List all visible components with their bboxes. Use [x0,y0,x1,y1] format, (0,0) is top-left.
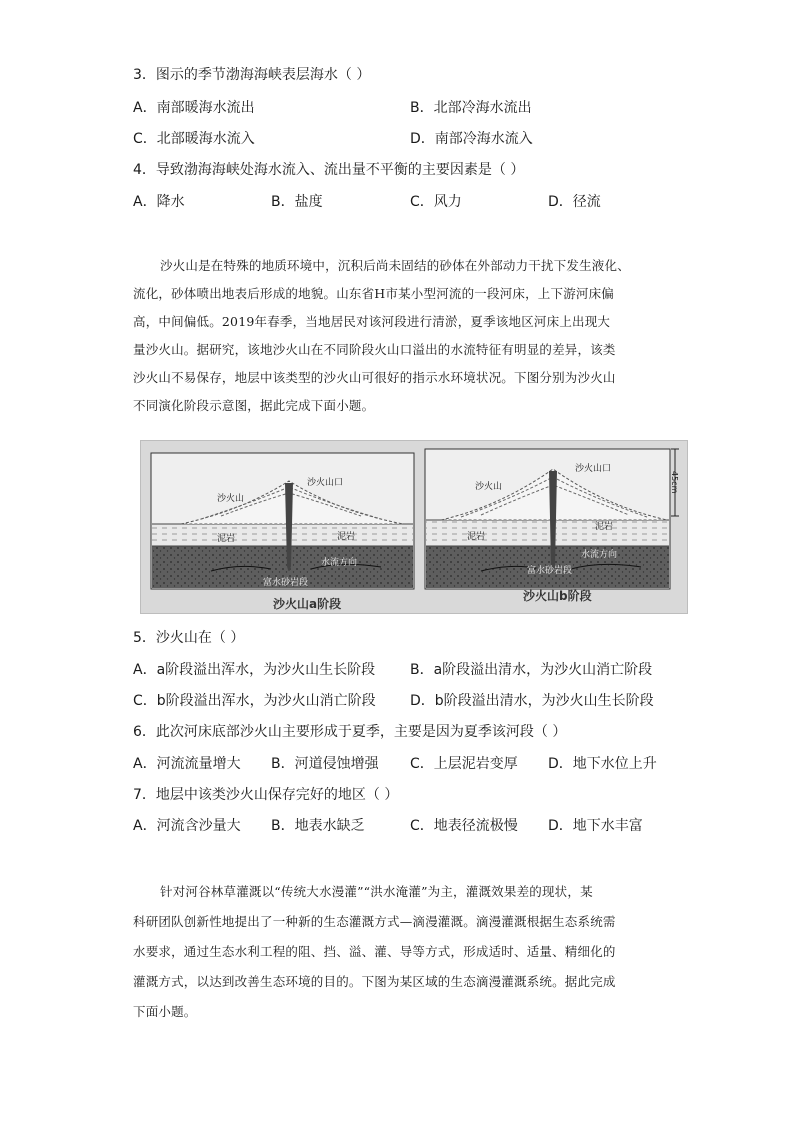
q6-option-b: B．河道侵蚀增强 [271,756,379,772]
q5-option-a: A．a阶段溢出浑水，为沙火山生长阶段 [133,662,376,678]
q6-option-a: A．河流流量增大 [133,756,241,772]
panel-b-caption: 沙火山b阶段 [523,589,592,603]
passage1-line-4: 量沙火山。据研究，该地沙火山在不同阶段火山口溢出的水流特征有明显的差异，该类 [133,342,616,357]
q3-option-b: B．北部冷海水流出 [410,100,532,116]
q7-option-d: D．地下水丰富 [548,818,643,834]
passage2-line-2: 科研团队创新性地提出了一种新的生态灌溉方式—滴漫灌溉。滴漫灌溉根据生态系统需 [133,914,616,929]
panel-a-mudstone-right: 泥岩 [337,532,356,542]
panel-a [151,453,414,589]
panel-a-caption: 沙火山a阶段 [273,597,342,611]
q3-option-a: A．南部暖海水流出 [133,100,255,116]
passage1-line-2: 流化，砂体喷出地表后形成的地貌。山东省H市某小型河流的一段河床，上下游河床偏 [133,286,615,301]
panel-b-flow-label: 水流方向 [581,550,618,560]
panel-a-mudstone-left: 泥岩 [217,534,236,544]
q7-stem: 7．地层中该类沙火山保存完好的地区（ ） [133,787,399,803]
panel-b-volcano-label: 沙火山 [475,482,503,492]
passage1-line-3: 高，中间偏低。2019年春季，当地居民对该河段进行清淤，夏季该地区河床上出现大 [133,314,611,329]
passage1-line-5: 沙火山不易保存，地层中该类型的沙火山可很好的指示水环境状况。下图分别为沙火山 [133,370,616,385]
q3-stem: 3．图示的季节渤海海峡表层海水（ ） [133,67,371,83]
passage1-line-6: 不同演化阶段示意图，据此完成下面小题。 [133,398,375,413]
q3-option-d: D．南部冷海水流入 [410,131,533,147]
panel-b-aquifer-label: 富水砂岩段 [527,566,573,576]
q4-option-a: A．降水 [133,194,185,210]
passage1-line-1: 沙火山是在特殊的地质环境中，沉积后尚未固结的砂体在外部动力干扰下发生液化、 [160,258,630,273]
q7-option-c: C．地表径流极慢 [410,818,518,834]
panel-a-aquifer-label: 富水砂岩段 [263,578,309,588]
q6-stem: 6．此次河床底部沙火山主要形成于夏季，主要是因为夏季该河段（ ） [133,724,567,740]
q5-stem: 5．沙火山在（ ） [133,630,245,646]
panel-a-flow-label: 水流方向 [321,558,358,568]
panel-b-mudstone-left: 泥岩 [467,532,486,542]
passage2-line-1: 针对河谷林草灌溉以“传统大水漫灌”“洪水淹灌”为主，灌溉效果差的现状，某 [160,884,593,899]
q4-option-b: B．盐度 [271,194,323,210]
panel-b-scale-label: 45cm [670,471,679,494]
panel-b-crater-label: 沙火山口 [575,464,612,474]
q5-option-b: B．a阶段溢出清水，为沙火山消亡阶段 [410,662,653,678]
passage2-line-5: 下面小题。 [133,1004,197,1019]
q4-option-d: D．径流 [548,194,601,210]
passage2-line-3: 水要求，通过生态水利工程的阻、挡、溢、灌、导等方式，形成适时、适量、精细化的 [133,944,616,959]
panel-a-volcano-label: 沙火山 [217,494,245,504]
q6-option-c: C．上层泥岩变厚 [410,756,518,772]
q3-option-c: C．北部暖海水流入 [133,131,255,147]
q5-option-c: C．b阶段溢出浑水，为沙火山消亡阶段 [133,693,376,709]
q6-option-d: D．地下水位上升 [548,756,657,772]
q4-option-c: C．风力 [410,194,462,210]
q5-option-d: D．b阶段溢出清水，为沙火山生长阶段 [410,693,654,709]
sand-volcano-figure [140,440,688,614]
passage2-line-4: 灌溉方式，以达到改善生态环境的目的。下图为某区域的生态滴漫灌溉系统。据此完成 [133,974,616,989]
q4-stem: 4．导致渤海海峡处海水流入、流出量不平衡的主要因素是（ ） [133,162,525,178]
panel-b-mudstone-right: 泥岩 [595,522,614,532]
q7-option-b: B．地表水缺乏 [271,818,365,834]
panel-a-crater-label: 沙火山口 [307,478,344,488]
q7-option-a: A．河流含沙量大 [133,818,241,834]
